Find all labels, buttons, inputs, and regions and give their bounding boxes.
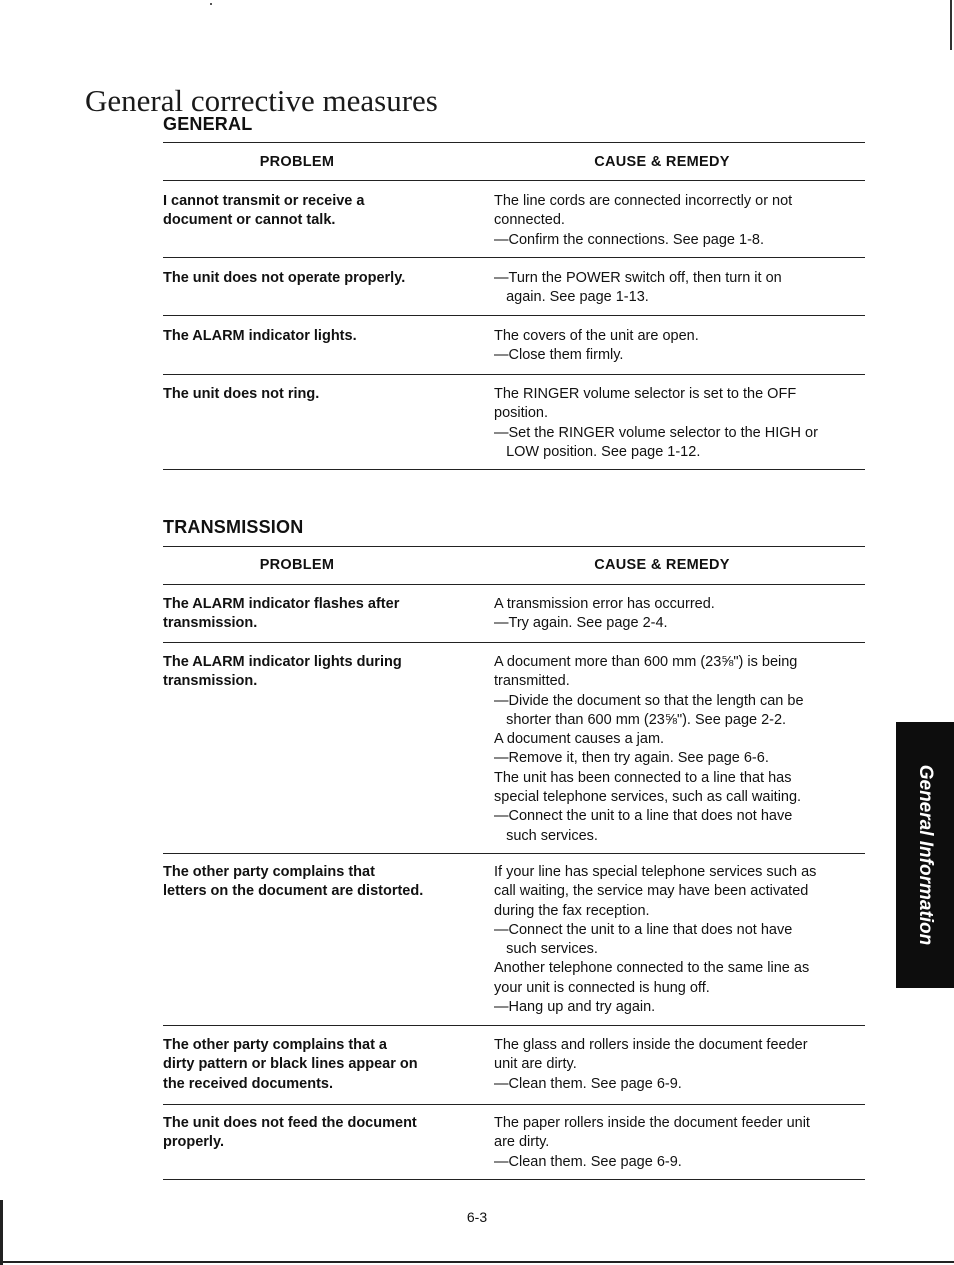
problem-line: The other party complains that a [163,1037,387,1053]
remedy-line: —Divide the document so that the length can be [494,692,804,709]
problem-line: The unit does not feed the document [163,1115,417,1131]
remedy-line: such services. [494,827,598,844]
remedy-line: special telephone services, such as call waiting. [494,789,802,806]
problem-cell [163,327,463,346]
remedy-line: —Connect the unit to a line that does not have [494,808,793,825]
remedy-line: A document more than 600 mm (23⅝") is being [494,654,798,670]
remedy-line: The paper rollers inside the document feeder unit [494,1115,810,1131]
problem-line: The ALARM indicator lights during [163,654,402,670]
problem-line: transmission. [163,615,258,632]
problem-line: The ALARM indicator lights. [163,328,357,344]
remedy-line: The unit has been connected to a line that has [494,769,792,786]
remedy-line: call waiting, the service may have been activated [494,883,809,900]
problem-cell [163,863,463,902]
remedy-line: The covers of the unit are open. [494,328,699,344]
remedy-line: —Clean them. See page 6-9. [494,1153,682,1170]
remedy-line: The RINGER volume selector is set to the OFF [494,386,797,402]
header-rule [163,180,865,181]
remedy-cell [494,863,866,1017]
remedy-line: —Set the RINGER volume selector to the HIGH or [494,424,818,441]
table-top-rule [163,546,865,547]
column-header-cause-remedy: CAUSE & REMEDY [594,154,730,170]
row-rule [163,315,865,316]
row-rule [163,1025,865,1026]
table-top-rule [163,142,865,143]
remedy-cell [494,595,866,634]
row-rule [163,469,865,470]
scan-edge-left [0,1200,3,1265]
problem-line: The ALARM indicator flashes after [163,596,400,612]
page-title: General corrective measures [85,82,438,118]
problem-line: transmission. [163,673,258,690]
row-rule [163,1179,865,1180]
row-rule [163,642,865,643]
remedy-line: again. See page 1-13. [494,289,649,306]
section-heading: TRANSMISSION [163,517,304,537]
problem-line: The unit does not ring. [163,386,320,402]
problem-line: The other party complains that [163,864,375,880]
remedy-cell [494,327,866,366]
remedy-line: connected. [494,212,565,229]
problem-line: the received documents. [163,1075,334,1092]
remedy-cell [494,385,866,462]
remedy-line: LOW position. See page 1-12. [494,443,701,460]
remedy-cell [494,1114,866,1172]
remedy-line: —Turn the POWER switch off, then turn it on [494,270,782,286]
remedy-line: A document causes a jam. [494,731,665,748]
remedy-line: Another telephone connected to the same line as [494,960,810,977]
remedy-line: are dirty. [494,1134,550,1151]
remedy-line: —Confirm the connections. See page 1-8. [494,231,765,248]
remedy-line: shorter than 600 mm (23⅝"). See page 2-2. [494,711,787,728]
header-rule [163,584,865,585]
problem-line: document or cannot talk. [163,212,336,229]
remedy-line: The line cords are connected incorrectly or not [494,193,793,209]
problem-line: I cannot transmit or receive a [163,193,365,209]
column-header-problem: PROBLEM [259,154,335,170]
remedy-line: —Hang up and try again. [494,999,656,1016]
remedy-line: A transmission error has occurred. [494,596,715,612]
remedy-line: If your line has special telephone services such as [494,864,817,880]
remedy-line: during the fax reception. [494,902,650,919]
problem-cell [163,595,463,634]
scan-dot [210,3,212,5]
problem-line: letters on the document are distorted. [163,883,424,900]
problem-cell [163,1036,463,1094]
scan-edge-right [950,0,952,50]
problem-line: The unit does not operate properly. [163,270,406,286]
remedy-cell [494,192,866,250]
scan-edge-bottom [0,1261,954,1263]
remedy-cell [494,1036,866,1094]
section-heading: GENERAL [163,114,253,134]
side-tab [896,722,954,988]
column-header-cause-remedy: CAUSE & REMEDY [594,557,730,573]
remedy-line: —Close them firmly. [494,347,624,364]
row-rule [163,257,865,258]
remedy-cell [494,653,866,846]
remedy-line: your unit is connected is hung off. [494,979,710,996]
problem-cell [163,192,463,231]
remedy-line: unit are dirty. [494,1056,577,1073]
problem-line: properly. [163,1134,224,1151]
problem-line: dirty pattern or black lines appear on [163,1056,418,1073]
problem-cell [163,385,463,404]
remedy-line: —Try again. See page 2-4. [494,615,668,632]
remedy-line: —Clean them. See page 6-9. [494,1075,682,1092]
remedy-line: transmitted. [494,673,570,690]
column-header-problem: PROBLEM [259,557,335,573]
row-rule [163,853,865,854]
remedy-line: —Connect the unit to a line that does not have [494,921,793,938]
page-number: 6-3 [466,1209,488,1225]
problem-cell [163,653,463,692]
row-rule [163,374,865,375]
problem-cell [163,1114,463,1153]
remedy-line: —Remove it, then try again. See page 6-6. [494,750,769,767]
remedy-line: position. [494,405,549,422]
side-tab-label: General Information [915,764,936,946]
remedy-line: such services. [494,941,598,958]
row-rule [163,1104,865,1105]
problem-cell [163,269,463,288]
remedy-line: The glass and rollers inside the document feeder [494,1037,808,1053]
remedy-cell [494,269,866,308]
